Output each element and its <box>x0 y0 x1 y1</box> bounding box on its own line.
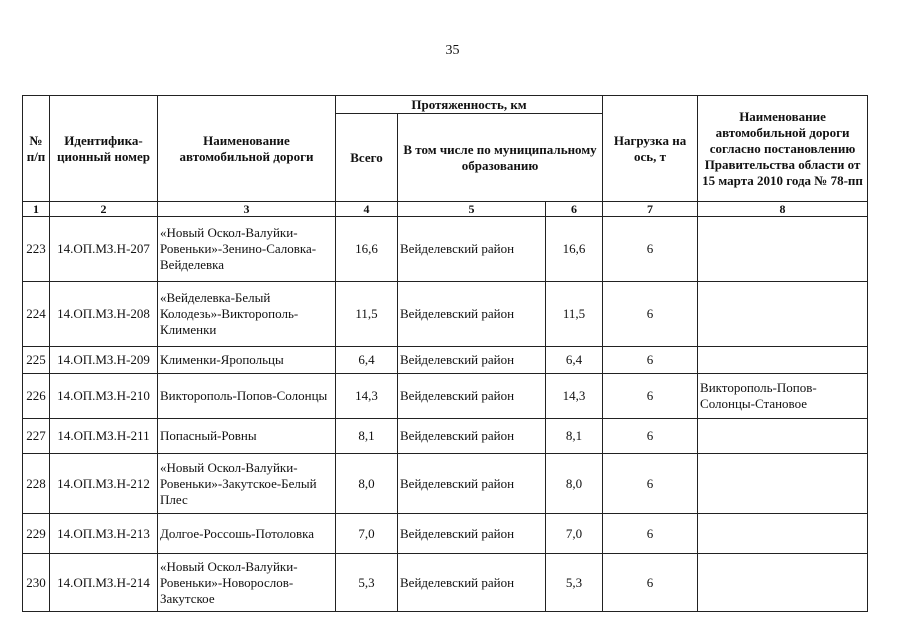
col-number: 5 <box>398 202 546 217</box>
header-per-resolution: Наименование автомобильной дороги согласно постановлению Правительства области от 15 марта 2010 года № 78-пп <box>698 96 868 202</box>
row-per-resolution <box>698 419 868 454</box>
col-number: 3 <box>158 202 336 217</box>
row-district: Вейделевский район <box>398 419 546 454</box>
row-per-resolution <box>698 282 868 347</box>
row-id: 14.ОП.МЗ.Н-209 <box>50 347 158 374</box>
row-id: 14.ОП.МЗ.Н-208 <box>50 282 158 347</box>
row-name: «Новый Оскол-Валуйки-Ровеньки»-Новорослов-Закутское <box>158 554 336 612</box>
row-load: 6 <box>603 217 698 282</box>
row-num: 229 <box>23 514 50 554</box>
row-load: 6 <box>603 419 698 454</box>
col-number: 7 <box>603 202 698 217</box>
row-district: Вейделевский район <box>398 454 546 514</box>
col-number: 8 <box>698 202 868 217</box>
row-district: Вейделевский район <box>398 347 546 374</box>
roads-table <box>22 95 868 612</box>
row-district: Вейделевский район <box>398 374 546 419</box>
row-district: Вейделевский район <box>398 282 546 347</box>
row-load: 6 <box>603 282 698 347</box>
row-num: 224 <box>23 282 50 347</box>
row-total: 8,0 <box>336 454 398 514</box>
header-name: Наименование автомобильной дороги <box>158 96 336 202</box>
table-row <box>23 217 868 282</box>
row-district: Вейделевский район <box>398 514 546 554</box>
header-total: Всего <box>336 114 398 202</box>
row-district: Вейделевский район <box>398 554 546 612</box>
row-per-resolution <box>698 454 868 514</box>
row-total: 6,4 <box>336 347 398 374</box>
row-total: 11,5 <box>336 282 398 347</box>
row-load: 6 <box>603 514 698 554</box>
header-load: Нагрузка на ось, т <box>603 96 698 202</box>
row-num: 225 <box>23 347 50 374</box>
row-total: 14,3 <box>336 374 398 419</box>
col-number: 4 <box>336 202 398 217</box>
row-district-km: 7,0 <box>546 514 603 554</box>
row-num: 230 <box>23 554 50 612</box>
row-id: 14.ОП.МЗ.Н-211 <box>50 419 158 454</box>
row-load: 6 <box>603 554 698 612</box>
row-district-km: 8,1 <box>546 419 603 454</box>
row-load: 6 <box>603 374 698 419</box>
row-total: 7,0 <box>336 514 398 554</box>
header-length-group: Протяженность, км <box>336 96 603 114</box>
row-per-resolution <box>698 217 868 282</box>
row-num: 227 <box>23 419 50 454</box>
row-name: «Новый Оскол-Валуйки-Ровеньки»-Зенино-Саловка-Вейделевка <box>158 217 336 282</box>
table-row <box>23 514 868 554</box>
row-name: Попасный-Ровны <box>158 419 336 454</box>
row-per-resolution: Викторополь-Попов-Солонцы-Становое <box>698 374 868 419</box>
row-district-km: 14,3 <box>546 374 603 419</box>
col-number: 2 <box>50 202 158 217</box>
row-num: 228 <box>23 454 50 514</box>
row-per-resolution <box>698 347 868 374</box>
row-name: «Вейделевка-Белый Колодезь»-Викторополь-Клименки <box>158 282 336 347</box>
row-id: 14.ОП.МЗ.Н-214 <box>50 554 158 612</box>
page-number: 35 <box>445 43 460 58</box>
row-num: 223 <box>23 217 50 282</box>
table-row <box>23 282 868 347</box>
row-load: 6 <box>603 454 698 514</box>
col-number: 1 <box>23 202 50 217</box>
row-district-km: 8,0 <box>546 454 603 514</box>
row-district-km: 11,5 <box>546 282 603 347</box>
row-id: 14.ОП.МЗ.Н-213 <box>50 514 158 554</box>
header-num: № п/п <box>23 96 50 202</box>
header-id: Идентифика- ционный номер <box>50 96 158 202</box>
row-district-km: 16,6 <box>546 217 603 282</box>
table-row <box>23 347 868 374</box>
col-number: 6 <box>546 202 603 217</box>
row-total: 8,1 <box>336 419 398 454</box>
table-row <box>23 419 868 454</box>
row-name: Викторополь-Попов-Солонцы <box>158 374 336 419</box>
row-id: 14.ОП.МЗ.Н-207 <box>50 217 158 282</box>
table-row <box>23 554 868 612</box>
row-total: 16,6 <box>336 217 398 282</box>
row-name: «Новый Оскол-Валуйки-Ровеньки»-Закутское-Белый Плес <box>158 454 336 514</box>
row-district: Вейделевский район <box>398 217 546 282</box>
row-num: 226 <box>23 374 50 419</box>
header-incl: В том числе по муниципальному образованию <box>398 114 603 202</box>
row-per-resolution <box>698 514 868 554</box>
table-row <box>23 374 868 419</box>
row-load: 6 <box>603 347 698 374</box>
row-total: 5,3 <box>336 554 398 612</box>
row-per-resolution <box>698 554 868 612</box>
row-id: 14.ОП.МЗ.Н-212 <box>50 454 158 514</box>
row-name: Долгое-Россошь-Потоловка <box>158 514 336 554</box>
row-district-km: 6,4 <box>546 347 603 374</box>
table-row <box>23 454 868 514</box>
row-district-km: 5,3 <box>546 554 603 612</box>
row-id: 14.ОП.МЗ.Н-210 <box>50 374 158 419</box>
row-name: Клименки-Яропольцы <box>158 347 336 374</box>
